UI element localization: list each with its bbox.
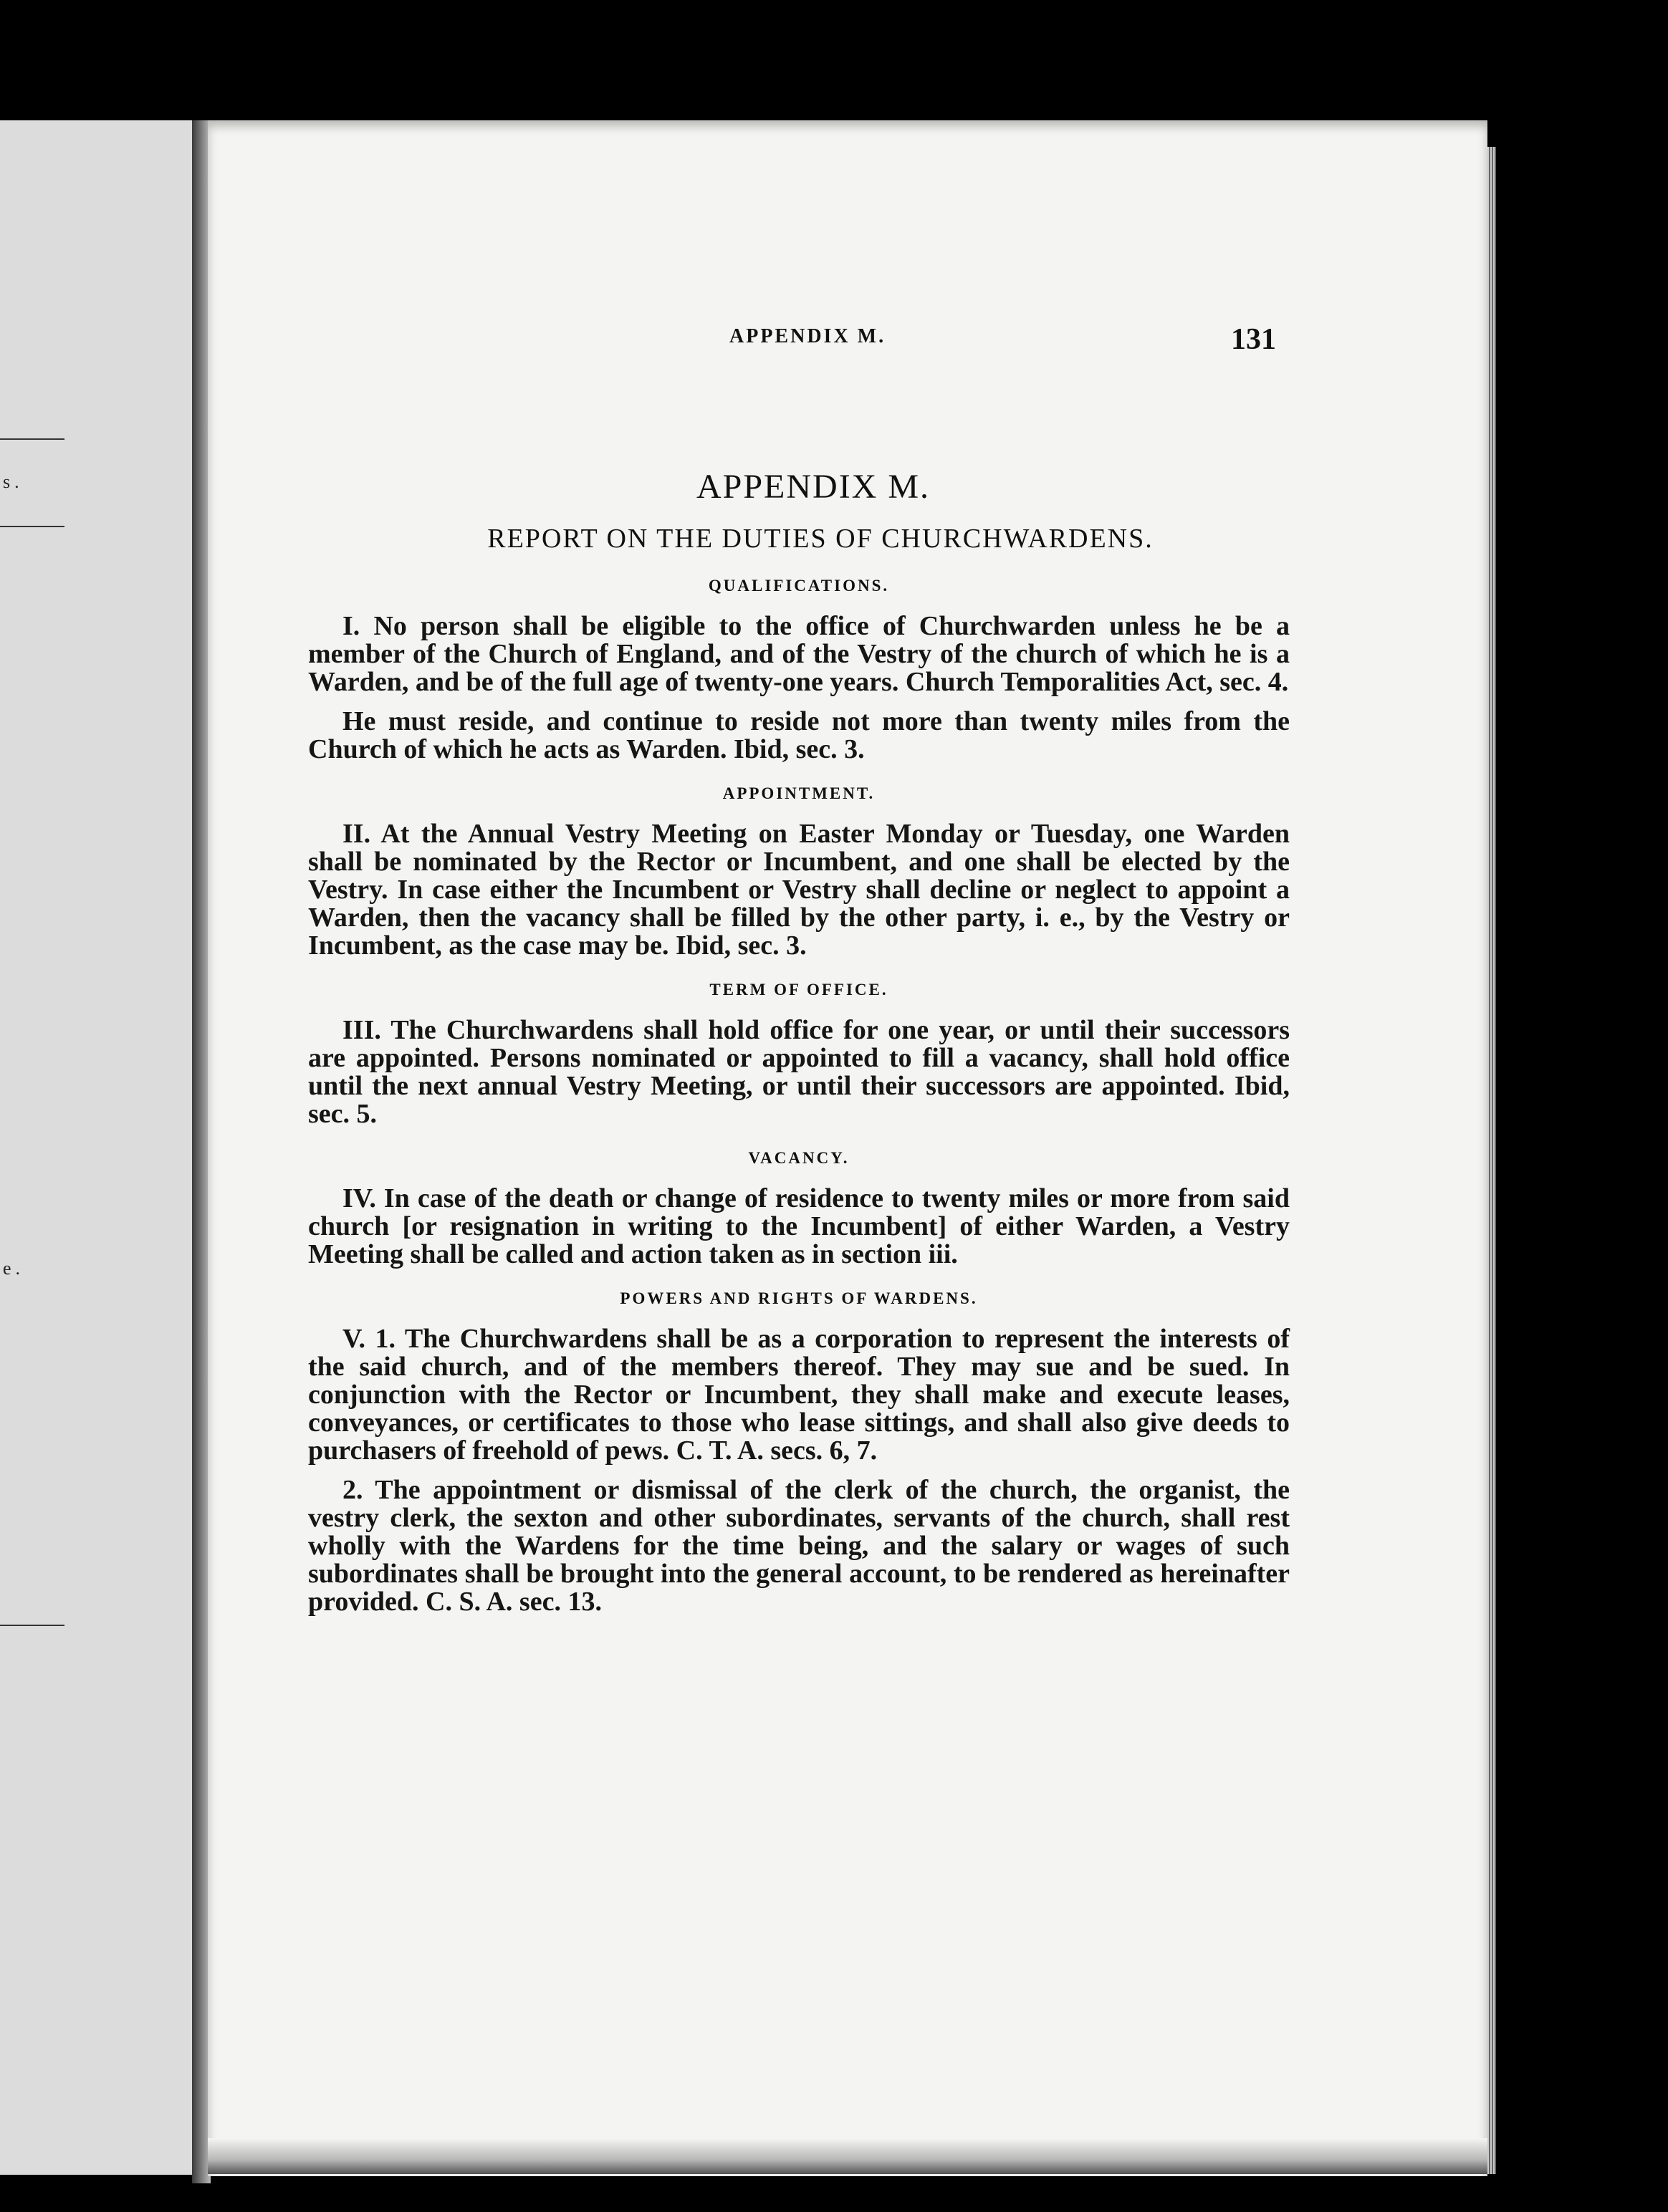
page-edge — [1487, 147, 1496, 2174]
previous-page-fragment — [0, 120, 199, 2175]
section-heading-vacancy: VACANCY. — [748, 1149, 850, 1167]
report-subtitle: REPORT ON THE DUTIES OF CHURCHWARDENS. — [487, 524, 1154, 554]
running-head: APPENDIX M. — [729, 325, 886, 347]
left-page-rule — [0, 1625, 64, 1626]
paragraph: III. The Churchwardens shall hold office for one year, or until their successors are appointed. Persons nominated or appointed to fill a vacancy, shall hold office until the next annual Vestry Meeting, or until their successors are appointed. Ibid, sec. 5. — [308, 1015, 1290, 1129]
section-heading-term-of-office: TERM OF OFFICE. — [709, 981, 888, 999]
paragraph: V. 1. The Churchwardens shall be as a corporation to represent the interests of the said church, and of the members thereof. They may sue and be sued. In conjunction with the Rector or Incumbent, they shall make and execute leases, conveyances, or certificates to those who lease sittings, and shall also give deeds to purchasers of freehold of pews. C. T. A. secs. 6, 7. — [308, 1324, 1290, 1466]
section-heading-appointment: APPOINTMENT. — [722, 784, 876, 802]
left-page-rule — [0, 526, 64, 527]
page-body — [308, 468, 1290, 1627]
paragraph: I. No person shall be eligible to the office of Churchwarden unless he be a member of the Church of England, and of the Vestry of the church of which he is a Warden, and be of the full age of twenty-one years. Church Temporalities Act, sec. 4. — [308, 611, 1290, 697]
section-heading-qualifications: QUALIFICATIONS. — [708, 577, 890, 595]
page-number: 131 — [1231, 323, 1276, 356]
section-heading-powers-and-rights: POWERS AND RIGHTS OF WARDENS. — [620, 1289, 978, 1307]
paragraph: He must reside, and continue to reside not more than twenty miles from the Church of which he acts as Warden. Ibid, sec. 3. — [308, 706, 1290, 764]
left-page-fragment-s: s. — [3, 471, 24, 492]
paragraph: IV. In case of the death or change of residence to twenty miles or more from said church [or resignation in writing to the Incumbent] of either Warden, a Vestry Meeting shall be called and action taken as in section iii. — [308, 1183, 1290, 1269]
paragraph: 2. The appointment or dismissal of the clerk of the church, the organist, the vestry clerk, the sexton and other subordinates, servants of the church, shall rest wholly with the Wardens for the time being, and the salary or wages of such subordinates shall be brought into the general account, to be rendered as hereinafter provided. C. S. A. sec. 13. — [308, 1475, 1290, 1617]
left-page-fragment-e: e. — [3, 1258, 25, 1279]
paragraph: II. At the Annual Vestry Meeting on Easter Monday or Tuesday, one Warden shall be nominated by the Rector or Incumbent, and one shall be elected by the Vestry. In case either the Incumbent or Vestry shall decline or neglect to appoint a Warden, then the vacancy shall be filled by the other party, i. e., by the Vestry or Incumbent, as the case may be. Ibid, sec. 3. — [308, 819, 1290, 961]
left-page-rule — [0, 438, 64, 440]
appendix-title: APPENDIX M. — [696, 468, 931, 506]
page-bottom-edge — [208, 2138, 1487, 2174]
